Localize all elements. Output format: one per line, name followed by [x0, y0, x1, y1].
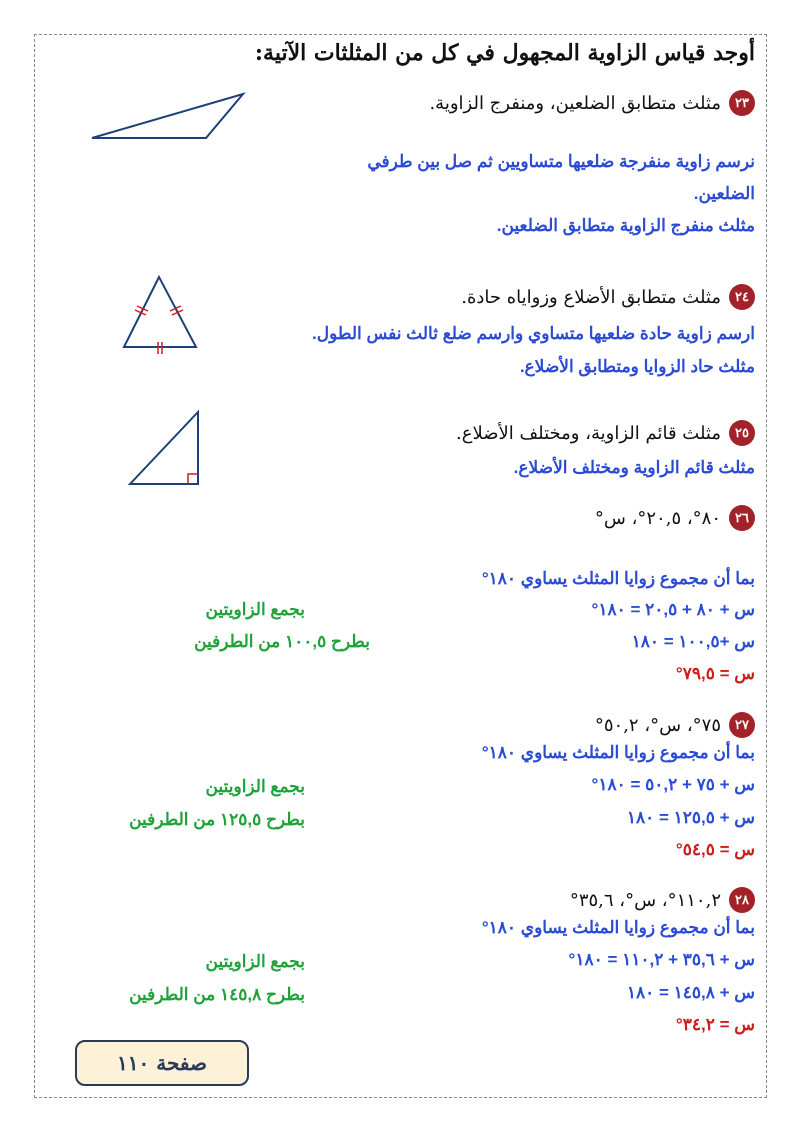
solution-result: س = ٥٤,٥°	[675, 840, 755, 859]
answer-line: مثلث حاد الزوايا ومتطابق الأضلاع.	[519, 357, 755, 376]
solution-line: بما أن مجموع زوايا المثلث يساوي ١٨٠°	[481, 743, 755, 762]
problem-23	[429, 90, 755, 116]
problem-27	[595, 712, 755, 738]
equilateral-triangle-figure	[120, 275, 210, 355]
solution-line: بما أن مجموع زوايا المثلث يساوي ١٨٠°	[481, 569, 755, 588]
solution-result: س = ٣٤,٢°	[675, 1015, 755, 1034]
problem-number-badge: ٢٨	[729, 887, 755, 913]
problem-number-badge: ٢٣	[729, 90, 755, 116]
solution-line: س + ٧٥ + ٥٠,٢ = ١٨٠°	[591, 775, 755, 794]
obtuse-isosceles-triangle-figure	[88, 92, 248, 142]
solution-line: س + ٨٠ + ٢٠,٥ = ١٨٠°	[591, 600, 755, 619]
solution-line: س + ١٤٥,٨ = ١٨٠	[626, 983, 755, 1002]
problem-28	[570, 887, 755, 913]
page-number-badge: صفحة ١١٠	[75, 1040, 249, 1086]
answer-line: مثلث قائم الزاوية ومختلف الأضلاع.	[513, 458, 755, 477]
solution-note: بطرح ١٠٠,٥ من الطرفين	[194, 632, 370, 651]
answer-line: ارسم زاوية حادة ضلعيها متساوي وارسم ضلع ثالث نفس الطول.	[312, 324, 755, 343]
problem-question: ٨٠°، ٢٠,٥°، س°	[594, 507, 721, 529]
problem-question: مثلث متطابق الضلعين، ومنفرج الزاوية.	[429, 92, 721, 114]
problem-24	[461, 284, 755, 310]
solution-line: س +١٠٠,٥ = ١٨٠	[631, 632, 755, 651]
problem-question: ١١٠,٢°، س°، ٣٥,٦°	[569, 889, 721, 911]
solution-note: بطرح ١٤٥,٨ من الطرفين	[129, 985, 305, 1004]
solution-note: بجمع الزاويتين	[205, 952, 305, 971]
solution-line: بما أن مجموع زوايا المثلث يساوي ١٨٠°	[481, 918, 755, 937]
answer-line: نرسم زاوية منفرجة ضلعيها متساويين ثم صل بين طرفي	[367, 152, 755, 171]
problem-26	[595, 505, 755, 531]
problem-number-badge: ٢٥	[729, 420, 755, 446]
problem-number-badge: ٢٤	[729, 284, 755, 310]
solution-line: س + ١٢٥,٥ = ١٨٠	[626, 808, 755, 827]
solution-note: بجمع الزاويتين	[205, 777, 305, 796]
page-title: أوجد قياس الزاوية المجهول في كل من المثلثات الآتية:	[254, 40, 755, 66]
problem-question: مثلث قائم الزاوية، ومختلف الأضلاع.	[456, 422, 721, 444]
problem-question: ٧٥°، س°، ٥٠,٢°	[594, 714, 721, 736]
problem-number-badge: ٢٧	[729, 712, 755, 738]
solution-line: س + ٣٥,٦ + ١١٠,٢ = ١٨٠°	[568, 950, 755, 969]
solution-result: س = ٧٩,٥°	[675, 664, 755, 683]
problem-question: مثلث متطابق الأضلاع وزواياه حادة.	[461, 286, 721, 308]
problem-25	[456, 420, 755, 446]
solution-note: بجمع الزاويتين	[205, 600, 305, 619]
right-scalene-triangle-figure	[128, 410, 208, 490]
problem-number-badge: ٢٦	[729, 505, 755, 531]
answer-line: مثلث منفرج الزاوية متطابق الضلعين.	[496, 216, 755, 235]
answer-line: الضلعين.	[693, 184, 755, 203]
page-frame	[34, 34, 767, 1098]
solution-note: بطرح ١٢٥,٥ من الطرفين	[129, 810, 305, 829]
